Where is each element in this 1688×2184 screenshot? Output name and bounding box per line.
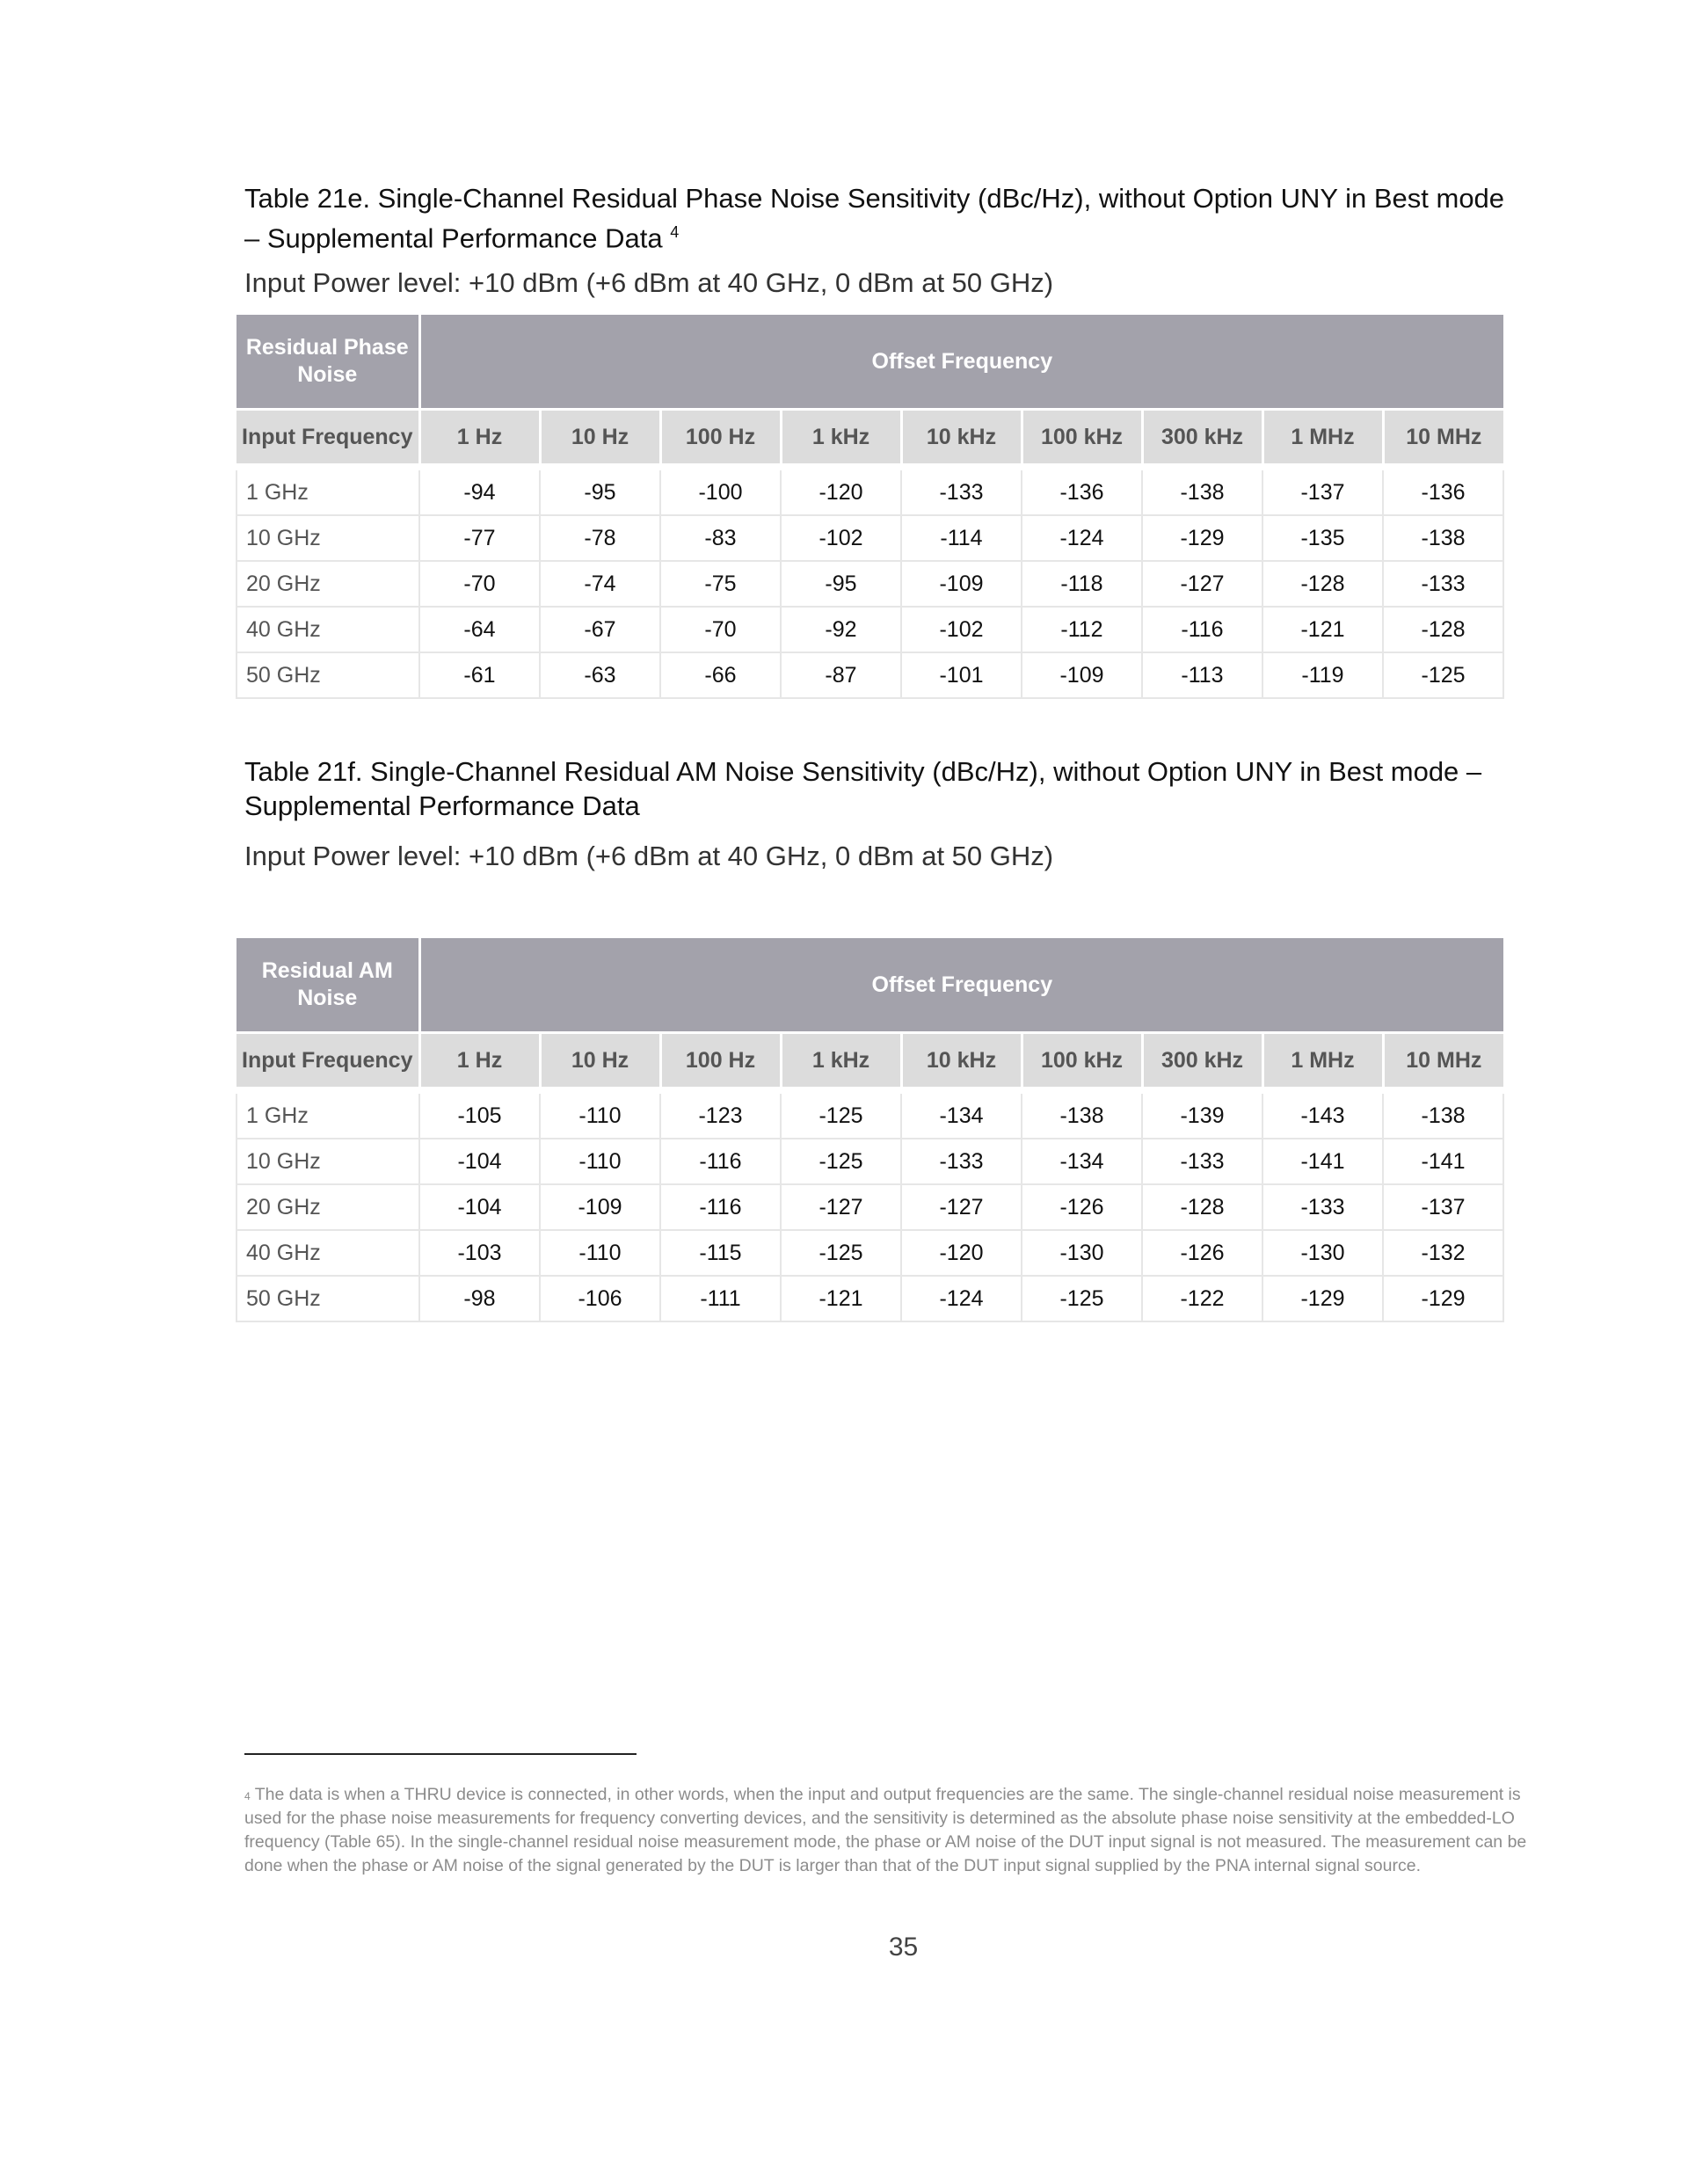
table-cell: -126 bbox=[1022, 1184, 1142, 1230]
table-cell: -138 bbox=[1383, 1090, 1503, 1139]
table-cell: -125 bbox=[1383, 652, 1503, 698]
row-label: 50 GHz bbox=[236, 652, 419, 698]
table-cell: -118 bbox=[1022, 561, 1142, 607]
column-header: 300 kHz bbox=[1142, 1033, 1262, 1091]
footnote-ref: 4 bbox=[670, 223, 680, 241]
table-cell: -138 bbox=[1383, 515, 1503, 561]
table-cell: -143 bbox=[1262, 1090, 1383, 1139]
row-label: 1 GHz bbox=[236, 467, 419, 515]
table-cell: -136 bbox=[1383, 467, 1503, 515]
table-cell: -70 bbox=[660, 607, 781, 652]
table-row bbox=[236, 1276, 1503, 1321]
column-header: 10 kHz bbox=[901, 1033, 1022, 1091]
table-cell: -124 bbox=[901, 1276, 1022, 1321]
table-cell: -125 bbox=[781, 1090, 901, 1139]
column-header: 100 kHz bbox=[1022, 1033, 1142, 1091]
table-cell: -141 bbox=[1262, 1139, 1383, 1184]
table-cell: -141 bbox=[1383, 1139, 1503, 1184]
table-cell: -126 bbox=[1142, 1230, 1262, 1276]
column-header: 10 kHz bbox=[901, 410, 1022, 468]
table-cell: -74 bbox=[540, 561, 660, 607]
column-header: 1 kHz bbox=[781, 410, 901, 468]
footnote-divider bbox=[244, 1753, 637, 1755]
table-row bbox=[236, 1090, 1503, 1139]
table-row bbox=[236, 1230, 1503, 1276]
table-cell: -120 bbox=[781, 467, 901, 515]
table-cell: -125 bbox=[1022, 1276, 1142, 1321]
table-cell: -116 bbox=[1142, 607, 1262, 652]
table-cell: -112 bbox=[1022, 607, 1142, 652]
table-cell: -83 bbox=[660, 515, 781, 561]
column-header: 100 Hz bbox=[660, 1033, 781, 1091]
column-header: 10 Hz bbox=[540, 1033, 660, 1091]
table-cell: -130 bbox=[1022, 1230, 1142, 1276]
table-cell: -94 bbox=[419, 467, 540, 515]
table-cell: -110 bbox=[540, 1090, 660, 1139]
table-cell: -116 bbox=[660, 1184, 781, 1230]
table-cell: -133 bbox=[901, 467, 1022, 515]
residual-am-noise-table bbox=[236, 938, 1504, 1322]
table-f-caption: Table 21f. Single-Channel Residual AM Noise Sensitivity (dBc/Hz), without Option UNY in Best mode – Supplemental Performance Data bbox=[244, 756, 1482, 821]
row-label: 10 GHz bbox=[236, 515, 419, 561]
table-f-subcaption: Input Power level: +10 dBm (+6 dBm at 40 GHz, 0 dBm at 50 GHz) bbox=[244, 841, 1054, 871]
table-cell: -125 bbox=[781, 1139, 901, 1184]
table-cell: -119 bbox=[1262, 652, 1383, 698]
table-cell: -103 bbox=[419, 1230, 540, 1276]
table-cell: -130 bbox=[1262, 1230, 1383, 1276]
table-cell: -98 bbox=[419, 1276, 540, 1321]
row-header: Input Frequency bbox=[236, 410, 419, 468]
table-cell: -104 bbox=[419, 1139, 540, 1184]
row-label: 10 GHz bbox=[236, 1139, 419, 1184]
table-cell: -133 bbox=[1262, 1184, 1383, 1230]
table-row bbox=[236, 515, 1503, 561]
column-header-row bbox=[236, 1033, 1503, 1091]
table-cell: -127 bbox=[1142, 561, 1262, 607]
column-header: 10 MHz bbox=[1383, 410, 1503, 468]
table-cell: -70 bbox=[419, 561, 540, 607]
table-cell: -110 bbox=[540, 1139, 660, 1184]
row-label: 20 GHz bbox=[236, 561, 419, 607]
column-header: 1 MHz bbox=[1262, 410, 1383, 468]
table-cell: -129 bbox=[1142, 515, 1262, 561]
group-header: Offset Frequency bbox=[419, 938, 1503, 1033]
corner-header: Residual AM Noise bbox=[236, 938, 419, 1033]
table-cell: -114 bbox=[901, 515, 1022, 561]
table-cell: -109 bbox=[540, 1184, 660, 1230]
table-cell: -87 bbox=[781, 652, 901, 698]
table-row bbox=[236, 607, 1503, 652]
table-cell: -109 bbox=[901, 561, 1022, 607]
table-cell: -102 bbox=[781, 515, 901, 561]
column-header: 10 Hz bbox=[540, 410, 660, 468]
table-cell: -92 bbox=[781, 607, 901, 652]
table-cell: -95 bbox=[540, 467, 660, 515]
table-cell: -111 bbox=[660, 1276, 781, 1321]
table-row bbox=[236, 652, 1503, 698]
table-cell: -134 bbox=[1022, 1139, 1142, 1184]
table-cell: -121 bbox=[1262, 607, 1383, 652]
table-cell: -134 bbox=[901, 1090, 1022, 1139]
column-header: 100 Hz bbox=[660, 410, 781, 468]
table-cell: -137 bbox=[1383, 1184, 1503, 1230]
table-cell: -66 bbox=[660, 652, 781, 698]
column-header: 300 kHz bbox=[1142, 410, 1262, 468]
footnote-marker: 4 bbox=[244, 1790, 251, 1802]
table-cell: -101 bbox=[901, 652, 1022, 698]
table-cell: -125 bbox=[781, 1230, 901, 1276]
table-cell: -122 bbox=[1142, 1276, 1262, 1321]
row-label: 40 GHz bbox=[236, 607, 419, 652]
column-header-row bbox=[236, 410, 1503, 468]
table-row bbox=[236, 467, 1503, 515]
table-cell: -67 bbox=[540, 607, 660, 652]
table-cell: -77 bbox=[419, 515, 540, 561]
table-cell: -139 bbox=[1142, 1090, 1262, 1139]
group-header: Offset Frequency bbox=[419, 315, 1503, 410]
corner-header: Residual Phase Noise bbox=[236, 315, 419, 410]
table-cell: -110 bbox=[540, 1230, 660, 1276]
table-cell: -128 bbox=[1262, 561, 1383, 607]
table-cell: -78 bbox=[540, 515, 660, 561]
column-header: 1 Hz bbox=[419, 410, 540, 468]
table-cell: -128 bbox=[1383, 607, 1503, 652]
table-cell: -132 bbox=[1383, 1230, 1503, 1276]
column-header: 1 MHz bbox=[1262, 1033, 1383, 1091]
table-cell: -100 bbox=[660, 467, 781, 515]
table-cell: -113 bbox=[1142, 652, 1262, 698]
table-cell: -129 bbox=[1262, 1276, 1383, 1321]
table-cell: -105 bbox=[419, 1090, 540, 1139]
table-row bbox=[236, 561, 1503, 607]
table-cell: -121 bbox=[781, 1276, 901, 1321]
table-cell: -123 bbox=[660, 1090, 781, 1139]
row-header: Input Frequency bbox=[236, 1033, 419, 1091]
table-cell: -115 bbox=[660, 1230, 781, 1276]
table-cell: -124 bbox=[1022, 515, 1142, 561]
table-cell: -138 bbox=[1142, 467, 1262, 515]
footnote bbox=[244, 1783, 1554, 1878]
table-cell: -127 bbox=[781, 1184, 901, 1230]
table-cell: -75 bbox=[660, 561, 781, 607]
table-e-caption: Table 21e. Single-Channel Residual Phase Noise Sensitivity (dBc/Hz), without Option UNY in Best mode – Supplemental Performance Data $^4$ bbox=[244, 183, 1505, 254]
row-label: 20 GHz bbox=[236, 1184, 419, 1230]
table-cell: -136 bbox=[1022, 467, 1142, 515]
table-cell: -95 bbox=[781, 561, 901, 607]
table-cell: -129 bbox=[1383, 1276, 1503, 1321]
table-cell: -138 bbox=[1022, 1090, 1142, 1139]
table-cell: -133 bbox=[1142, 1139, 1262, 1184]
table-cell: -63 bbox=[540, 652, 660, 698]
column-header: 10 MHz bbox=[1383, 1033, 1503, 1091]
table-cell: -109 bbox=[1022, 652, 1142, 698]
table-cell: -106 bbox=[540, 1276, 660, 1321]
table-cell: -133 bbox=[901, 1139, 1022, 1184]
residual-phase-noise-table bbox=[236, 315, 1504, 699]
table-cell: -64 bbox=[419, 607, 540, 652]
footnote-text: The data is when a THRU device is connected, in other words, when the input and output frequencies are the same. The single-channel residual noise measurement is used for the phase noise measurements for frequency converting devices, and the sensitivity is determined as the absolute phase noise sensitivity at the embedded-LO frequency (Table 65). In the single-channel residual noise measurement mode, the phase or AM noise of the DUT input signal is not measured. The measurement can be done when the phase or AM noise of the signal generated by the DUT is larger than that of the DUT input signal supplied by the PNA internal signal source. bbox=[244, 1785, 1527, 1875]
table-cell: -135 bbox=[1262, 515, 1383, 561]
table-cell: -128 bbox=[1142, 1184, 1262, 1230]
column-header: 1 Hz bbox=[419, 1033, 540, 1091]
table-row bbox=[236, 1139, 1503, 1184]
table-row bbox=[236, 1184, 1503, 1230]
row-label: 40 GHz bbox=[236, 1230, 419, 1276]
table-cell: -102 bbox=[901, 607, 1022, 652]
table-e-subcaption: Input Power level: +10 dBm (+6 dBm at 40 GHz, 0 dBm at 50 GHz) bbox=[244, 267, 1054, 298]
page-number: 35 bbox=[888, 1933, 919, 1962]
column-header: 1 kHz bbox=[781, 1033, 901, 1091]
table-cell: -61 bbox=[419, 652, 540, 698]
table-cell: -127 bbox=[901, 1184, 1022, 1230]
row-label: 1 GHz bbox=[236, 1090, 419, 1139]
column-header: 100 kHz bbox=[1022, 410, 1142, 468]
table-cell: -104 bbox=[419, 1184, 540, 1230]
table-cell: -137 bbox=[1262, 467, 1383, 515]
table-cell: -116 bbox=[660, 1139, 781, 1184]
row-label: 50 GHz bbox=[236, 1276, 419, 1321]
table-cell: -133 bbox=[1383, 561, 1503, 607]
table-cell: -120 bbox=[901, 1230, 1022, 1276]
